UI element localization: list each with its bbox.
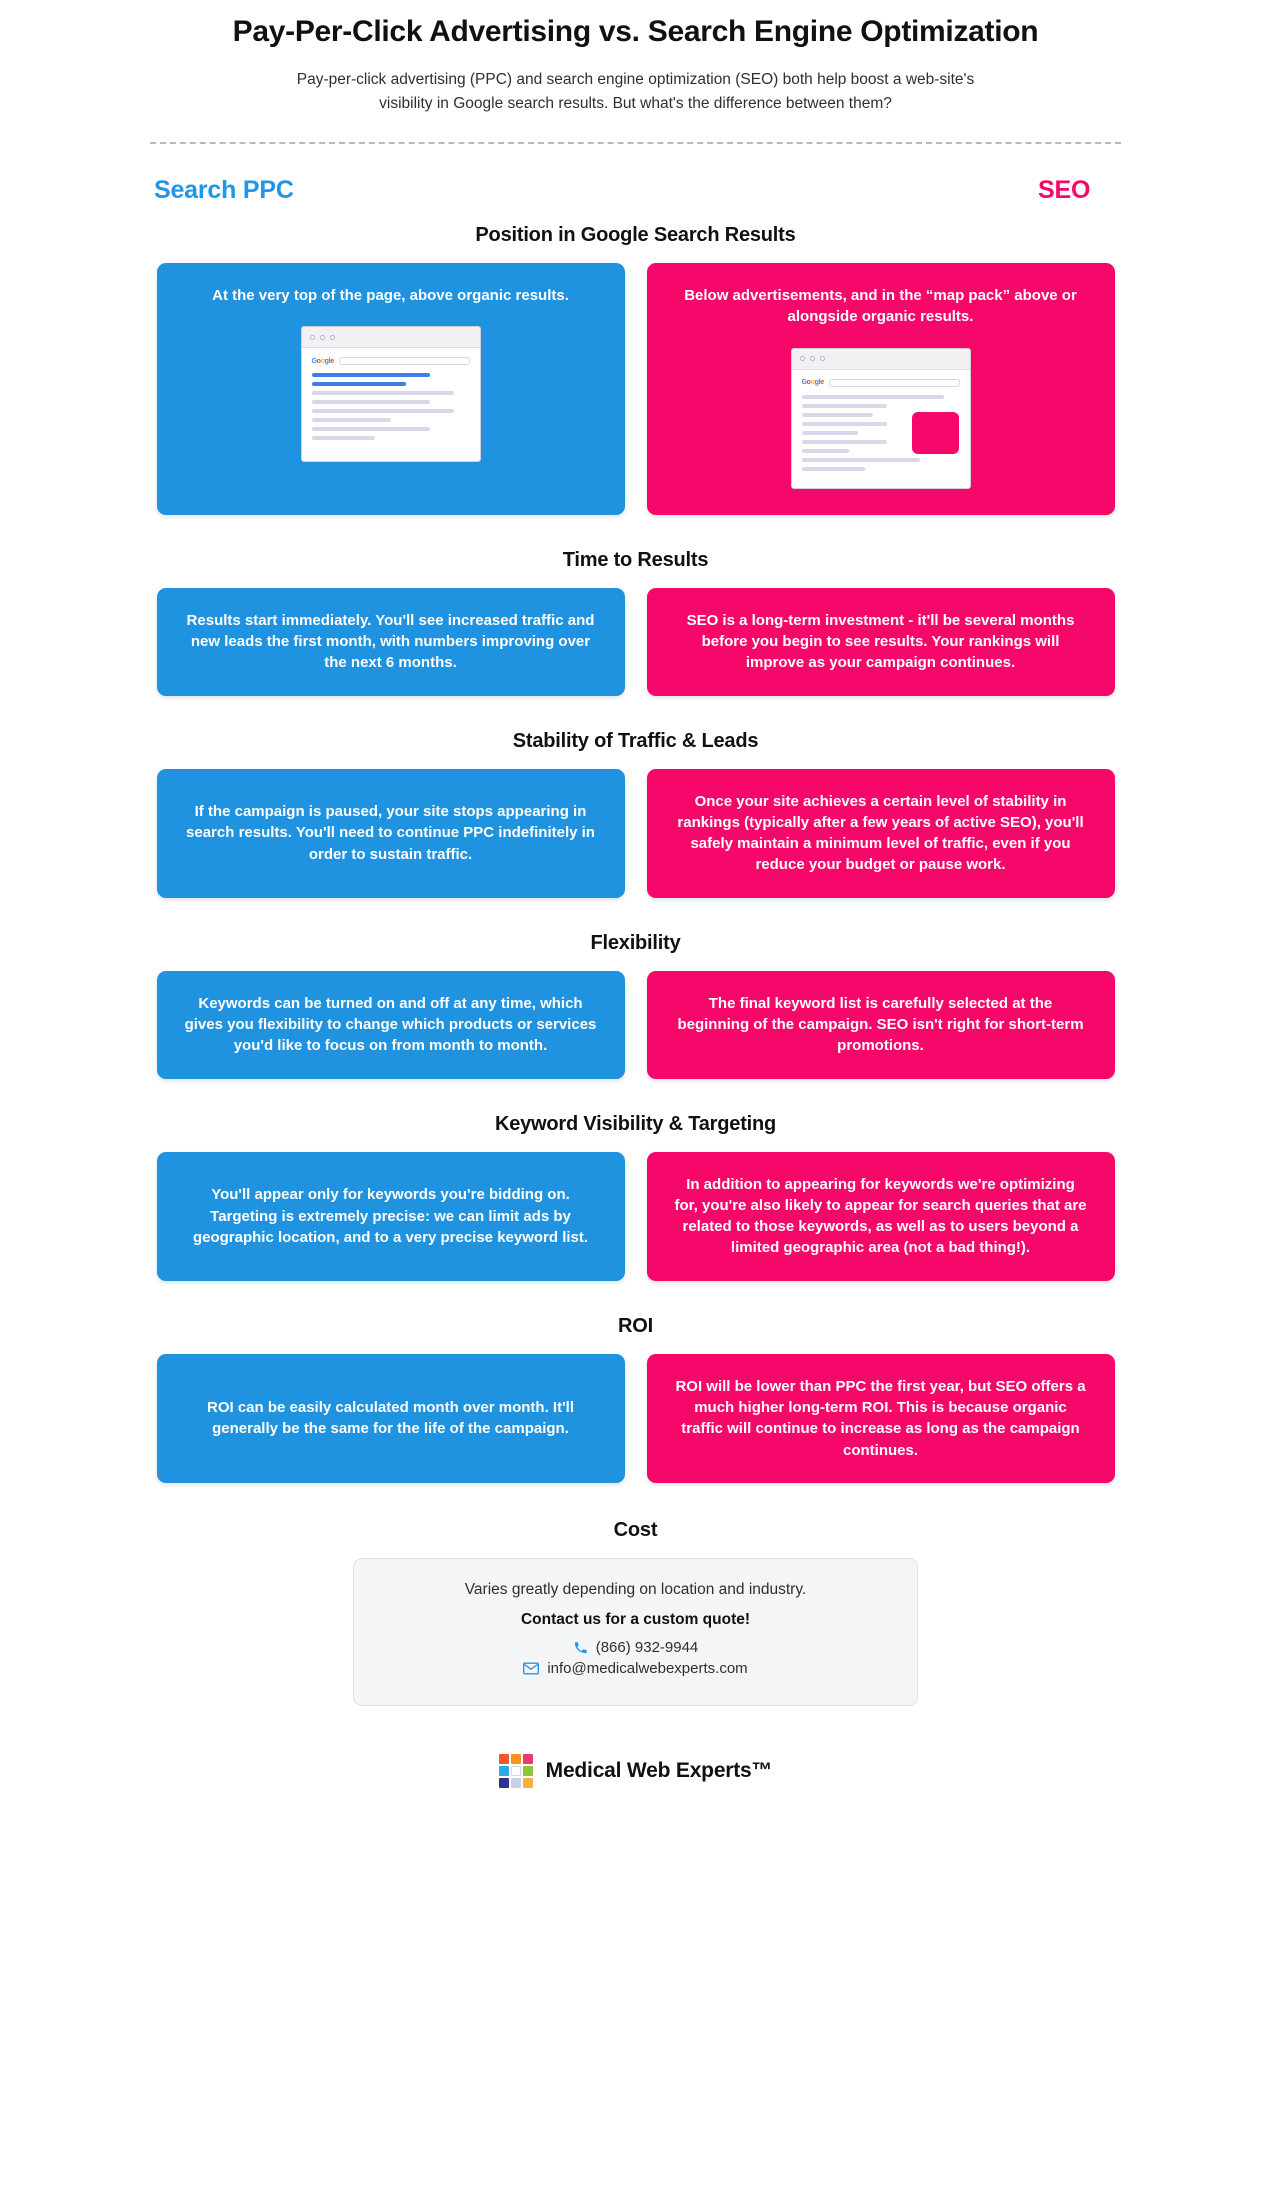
section-cost — [0, 1519, 1271, 1706]
browser-content — [792, 370, 970, 488]
seo-card-text: ROI will be lower than PPC the first year, but SEO offers a much higher long-term ROI. This is because organic traffic will continue to increase as long as the campaign continues. — [675, 1377, 1086, 1459]
ppc-card-text: You'll appear only for keywords you're bidding on. Targeting is extremely precise: we can limit ads by geographic location, and to a very precise keyword list. — [192, 1186, 589, 1246]
window-dot-icon — [810, 356, 815, 361]
page-title: Pay-Per-Click Advertising vs. Search Engine Optimization — [232, 15, 1039, 48]
header — [0, 0, 1271, 144]
map-pack-block — [912, 412, 959, 454]
result-line — [802, 449, 849, 453]
result-line — [802, 413, 873, 417]
result-line — [802, 467, 865, 471]
window-dot-icon — [320, 335, 325, 340]
comparison-row — [0, 1354, 1271, 1483]
section-title: Time to Results — [562, 548, 709, 571]
result-line — [312, 391, 454, 395]
column-headings — [0, 168, 1271, 222]
section-flexibility — [0, 932, 1271, 1079]
search-row — [312, 357, 470, 365]
ppc-card-keywords — [157, 1152, 625, 1281]
section-roi — [0, 1315, 1271, 1483]
result-line — [802, 458, 921, 462]
window-dot-icon — [330, 335, 335, 340]
envelope-icon — [523, 1662, 539, 1675]
section-title: Flexibility — [590, 931, 681, 954]
seo-card-stability — [647, 769, 1115, 898]
cost-description: Varies greatly depending on location and industry. — [464, 1580, 807, 1598]
seo-card-text: In addition to appearing for keywords we're optimizing for, you're also likely to appear for search queries that are related to those keywords, as well as to users beyond a limited geographic area (not a bad thing!). — [674, 1175, 1087, 1257]
search-input — [829, 379, 960, 387]
result-line-ad — [312, 382, 407, 386]
result-line — [312, 427, 431, 431]
comparison-row — [0, 1152, 1271, 1281]
result-line — [802, 422, 887, 426]
section-time-to-results — [0, 549, 1271, 696]
footer — [0, 1754, 1271, 1828]
result-line — [312, 400, 431, 404]
ppc-card-text: Keywords can be turned on and off at any time, which gives you flexibility to change which products or services you'd like to focus on from month to month. — [184, 994, 597, 1055]
window-dot-icon — [310, 335, 315, 340]
comparison-row — [0, 769, 1271, 898]
seo-card-keywords — [647, 1152, 1115, 1281]
result-line — [802, 431, 859, 435]
section-stability — [0, 730, 1271, 898]
phone-icon — [573, 1640, 588, 1655]
seo-card-text: Below advertisements, and in the “map pack” above or alongside organic results. — [684, 287, 1077, 326]
ppc-card-roi — [157, 1354, 625, 1483]
result-line — [312, 409, 454, 413]
browser-titlebar — [302, 327, 480, 348]
seo-card-text: SEO is a long-term investment - it'll be several months before you begin to see results. Your rankings will improve as your campaign continues. — [686, 611, 1075, 672]
cost-cta: Contact us for a custom quote! — [520, 1610, 751, 1628]
ppc-card-flexibility — [157, 971, 625, 1079]
section-title: Keyword Visibility & Targeting — [494, 1112, 777, 1135]
brand-name: Medical Web Experts™ — [545, 1758, 773, 1782]
comparison-row — [0, 588, 1271, 696]
google-logo-icon: Google — [801, 379, 824, 387]
section-title: Stability of Traffic & Leads — [512, 729, 759, 752]
browser-content — [302, 348, 480, 461]
result-line — [312, 418, 391, 422]
seo-card-roi — [647, 1354, 1115, 1483]
cube-logo-icon — [499, 1754, 533, 1788]
ppc-card-stability — [157, 769, 625, 898]
ppc-card-time — [157, 588, 625, 696]
result-line — [312, 436, 375, 440]
result-line-ad — [312, 373, 431, 377]
email-address: info@medicalwebexperts.com — [547, 1659, 748, 1677]
ppc-card-text: If the campaign is paused, your site stops appearing in search results. You'll need to continue PPC indefinitely in order to sustain traffic. — [186, 803, 595, 863]
browser-titlebar — [792, 349, 970, 370]
seo-card-text: The final keyword list is carefully selected at the beginning of the campaign. SEO isn't right for short-term promotions. — [677, 994, 1084, 1055]
ppc-card-text: ROI can be easily calculated month over month. It'll generally be the same for the life of the campaign. — [207, 1399, 574, 1438]
column-heading-seo: SEO — [1038, 176, 1091, 205]
email-row[interactable] — [374, 1660, 897, 1677]
browser-mock-seo — [791, 348, 971, 489]
seo-card-position — [647, 263, 1115, 515]
window-dot-icon — [800, 356, 805, 361]
cost-card — [353, 1558, 918, 1706]
result-line — [802, 440, 887, 444]
section-keyword-visibility — [0, 1113, 1271, 1281]
header-divider — [150, 142, 1121, 144]
search-input — [339, 357, 470, 365]
section-title: Cost — [613, 1518, 658, 1541]
ppc-card-position — [157, 263, 625, 515]
intro-text: Pay-per-click advertising (PPC) and search engine optimization (SEO) both help boost a web-site's visibility in Google search results. But what's the difference between them? — [296, 71, 975, 113]
section-title: Position in Google Search Results — [475, 224, 796, 247]
comparison-row — [0, 263, 1271, 515]
search-row — [802, 379, 960, 387]
seo-card-text: Once your site achieves a certain level of stability in rankings (typically after a few years of active SEO), you'll safely maintain a minimum level of traffic, even if you reduce your budget or pause work. — [677, 792, 1084, 874]
browser-mock-ppc — [301, 326, 481, 462]
phone-number: (866) 932-9944 — [595, 1638, 699, 1656]
organic-results-group — [802, 404, 897, 453]
phone-row[interactable] — [374, 1639, 897, 1656]
comparison-row — [0, 971, 1271, 1079]
ppc-card-text: Results start immediately. You'll see increased traffic and new leads the first month, with numbers improving over the next 6 months. — [186, 611, 595, 672]
section-position — [0, 224, 1271, 515]
column-heading-ppc: Search PPC — [154, 176, 294, 205]
result-line — [802, 404, 887, 408]
section-title: ROI — [618, 1314, 653, 1337]
ppc-card-text: At the very top of the page, above organic results. — [212, 287, 569, 305]
result-line — [802, 395, 944, 399]
window-dot-icon — [820, 356, 825, 361]
google-logo-icon: Google — [311, 357, 334, 365]
seo-card-flexibility — [647, 971, 1115, 1079]
seo-card-time — [647, 588, 1115, 696]
